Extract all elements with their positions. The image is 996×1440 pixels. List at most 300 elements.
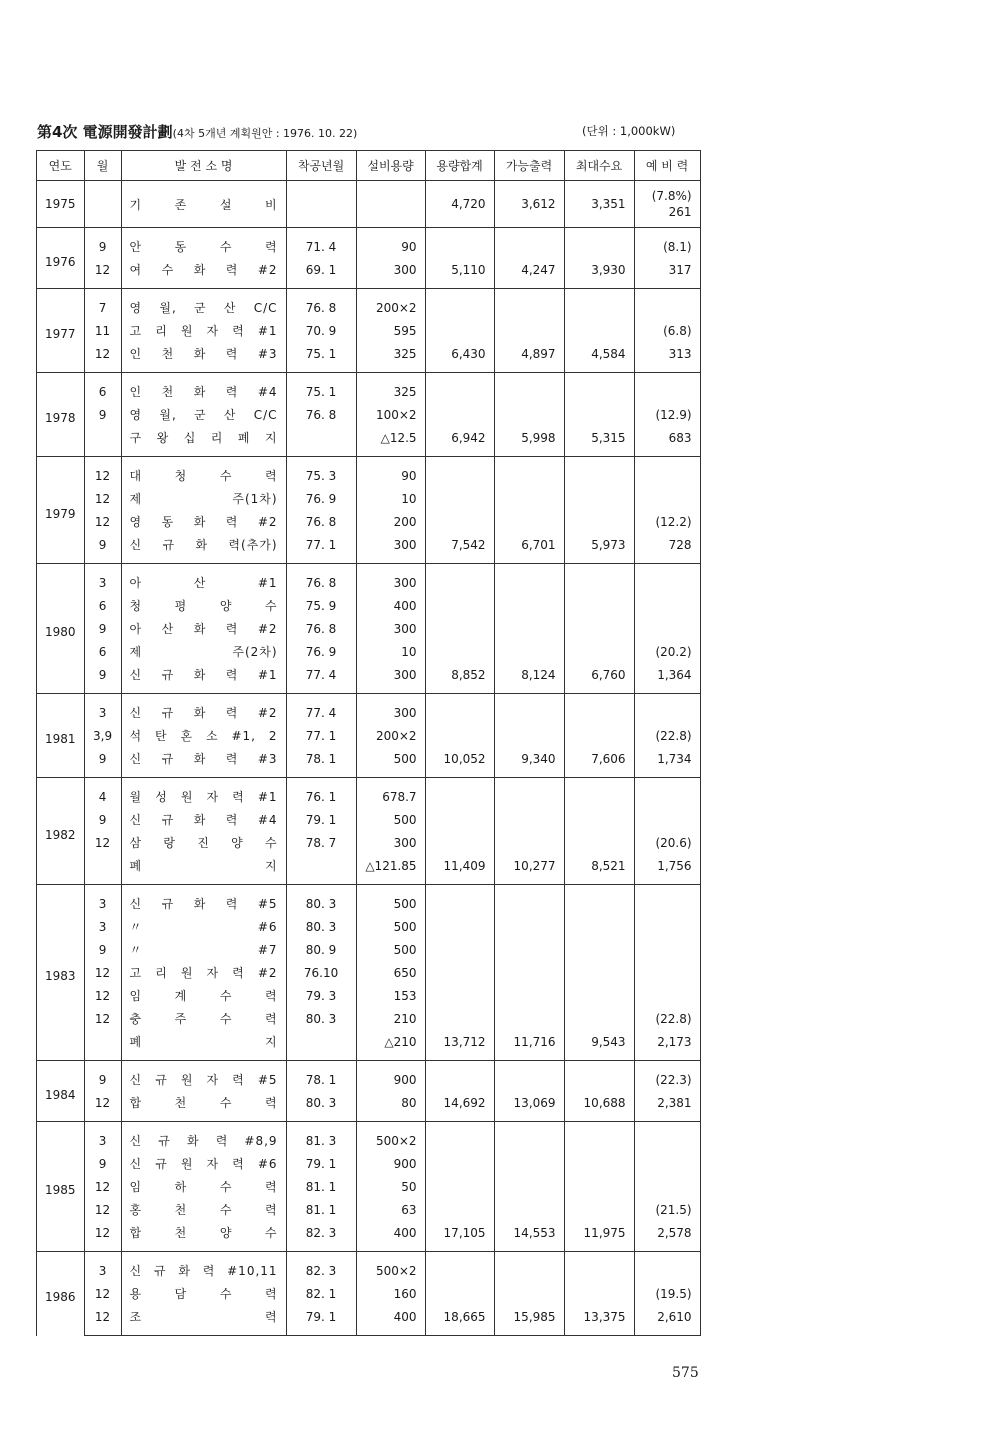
start-date-cell: 76. 8 — [286, 617, 356, 640]
month-cell — [84, 1030, 121, 1061]
available-output-cell — [494, 1175, 564, 1198]
peak-demand-cell — [564, 1175, 634, 1198]
capacity-cell: 300 — [356, 258, 425, 289]
plant-name-cell: 인 천 화 력 #4 — [121, 373, 286, 404]
table-row — [37, 258, 701, 289]
capacity-cell: 300 — [356, 694, 425, 725]
col-plant-name-header: 발 전 소 명 — [121, 151, 286, 181]
reserve-cell: (12.9) — [634, 403, 700, 426]
reserve-cell — [634, 487, 700, 510]
reserve-cell: (22.8) — [634, 724, 700, 747]
capacity-cell: 63 — [356, 1198, 425, 1221]
title-subtitle: (4차 5개년 계획원안 : 1976. 10. 22) — [172, 127, 358, 140]
start-date-cell: 77. 4 — [286, 663, 356, 694]
plant-name-cell: 신 규 원 자 력 #5 — [121, 1061, 286, 1092]
capacity-cell: 325 — [356, 342, 425, 373]
start-date-cell: 76. 9 — [286, 640, 356, 663]
table-row — [37, 724, 701, 747]
reserve-cell: 317 — [634, 258, 700, 289]
start-date-cell: 76. 8 — [286, 564, 356, 595]
reserve-cell: 683 — [634, 426, 700, 457]
available-output-cell — [494, 1061, 564, 1092]
plant-name-cell: 조 력 — [121, 1305, 286, 1336]
capacity-cell: 400 — [356, 594, 425, 617]
table-row — [37, 426, 701, 457]
peak-demand-cell: 6,760 — [564, 663, 634, 694]
peak-demand-cell — [564, 808, 634, 831]
col-year-header: 연도 — [37, 151, 85, 181]
total-capacity-cell — [425, 724, 494, 747]
table-row — [37, 640, 701, 663]
table-row — [37, 1030, 701, 1061]
capacity-cell: 500×2 — [356, 1122, 425, 1153]
plant-name-cell: 합 천 수 력 — [121, 1091, 286, 1122]
available-output-cell — [494, 1252, 564, 1283]
peak-demand-cell — [564, 594, 634, 617]
page-number: 575 — [672, 1365, 699, 1381]
capacity-cell: 200×2 — [356, 289, 425, 320]
capacity-cell: 160 — [356, 1282, 425, 1305]
reserve-cell: 1,734 — [634, 747, 700, 778]
available-output-cell — [494, 289, 564, 320]
reserve-cell — [634, 1252, 700, 1283]
reserve-cell — [634, 617, 700, 640]
reserve-cell: (20.6) — [634, 831, 700, 854]
table-row — [37, 984, 701, 1007]
year-cell: 1984 — [37, 1061, 85, 1122]
reserve-cell — [634, 694, 700, 725]
table-row — [37, 289, 701, 320]
plant-name-cell: 신 규 원 자 력 #6 — [121, 1152, 286, 1175]
table-body — [37, 181, 701, 1336]
year-cell: 1982 — [37, 778, 85, 885]
capacity-cell: 500 — [356, 915, 425, 938]
month-cell: 3 — [84, 915, 121, 938]
plant-name-cell: 용 담 수 력 — [121, 1282, 286, 1305]
peak-demand-cell — [564, 373, 634, 404]
table-row — [37, 342, 701, 373]
reserve-cell — [634, 457, 700, 488]
table-row — [37, 854, 701, 885]
plant-name-cell: 제 주(1차) — [121, 487, 286, 510]
peak-demand-cell: 11,975 — [564, 1221, 634, 1252]
available-output-cell: 15,985 — [494, 1305, 564, 1336]
peak-demand-cell — [564, 831, 634, 854]
month-cell: 7 — [84, 289, 121, 320]
month-cell: 3 — [84, 564, 121, 595]
start-date-cell: 81. 1 — [286, 1198, 356, 1221]
start-date-cell: 82. 3 — [286, 1221, 356, 1252]
reserve-cell — [634, 1152, 700, 1175]
plant-name-cell: 아 산 #1 — [121, 564, 286, 595]
capacity-cell: 50 — [356, 1175, 425, 1198]
reserve-cell: 313 — [634, 342, 700, 373]
peak-demand-cell — [564, 778, 634, 809]
total-capacity-cell: 11,409 — [425, 854, 494, 885]
peak-demand-cell — [564, 938, 634, 961]
total-capacity-cell: 8,852 — [425, 663, 494, 694]
start-date-cell: 71. 4 — [286, 228, 356, 259]
peak-demand-cell — [564, 1007, 634, 1030]
peak-demand-cell — [564, 1061, 634, 1092]
start-date-cell: 77. 4 — [286, 694, 356, 725]
total-capacity-cell — [425, 594, 494, 617]
reserve-cell: 2,578 — [634, 1221, 700, 1252]
total-capacity-cell: 5,110 — [425, 258, 494, 289]
available-output-cell — [494, 373, 564, 404]
month-cell: 3 — [84, 694, 121, 725]
month-cell — [84, 426, 121, 457]
peak-demand-cell — [564, 1122, 634, 1153]
start-date-cell: 80. 3 — [286, 1091, 356, 1122]
peak-demand-cell — [564, 487, 634, 510]
month-cell: 9 — [84, 808, 121, 831]
unit-label: (단위 : 1,000kW) — [582, 124, 676, 138]
reserve-cell — [634, 915, 700, 938]
start-date-cell: 75. 1 — [286, 342, 356, 373]
available-output-cell — [494, 1152, 564, 1175]
reserve-cell: 2,173 — [634, 1030, 700, 1061]
month-cell: 9 — [84, 533, 121, 564]
available-output-cell — [494, 808, 564, 831]
table-row — [37, 694, 701, 725]
total-capacity-cell — [425, 961, 494, 984]
total-capacity-cell: 6,430 — [425, 342, 494, 373]
total-capacity-cell — [425, 1175, 494, 1198]
month-cell: 12 — [84, 258, 121, 289]
plant-name-cell: 〃 #6 — [121, 915, 286, 938]
peak-demand-cell — [564, 885, 634, 916]
capacity-cell: 900 — [356, 1152, 425, 1175]
start-date-cell: 79. 1 — [286, 1305, 356, 1336]
available-output-cell: 5,998 — [494, 426, 564, 457]
plant-name-cell: 고 리 원 자 력 #2 — [121, 961, 286, 984]
reserve-cell: 1,364 — [634, 663, 700, 694]
year-cell: 1986 — [37, 1252, 85, 1336]
peak-demand-cell — [564, 457, 634, 488]
capacity-cell: △210 — [356, 1030, 425, 1061]
month-cell: 12 — [84, 961, 121, 984]
month-cell: 6 — [84, 640, 121, 663]
col-available-output-header: 가능출력 — [494, 151, 564, 181]
capacity-cell: 595 — [356, 319, 425, 342]
capacity-cell: 300 — [356, 564, 425, 595]
peak-demand-cell — [564, 1198, 634, 1221]
month-cell: 9 — [84, 617, 121, 640]
total-capacity-cell — [425, 1007, 494, 1030]
plant-name-cell: 고 리 원 자 력 #1 — [121, 319, 286, 342]
plant-name-cell: 합 천 양 수 — [121, 1221, 286, 1252]
start-date-cell: 76. 1 — [286, 778, 356, 809]
available-output-cell: 9,340 — [494, 747, 564, 778]
available-output-cell — [494, 961, 564, 984]
capacity-cell: 300 — [356, 831, 425, 854]
month-cell: 9 — [84, 1152, 121, 1175]
header-row — [37, 151, 701, 181]
plant-name-cell: 영 동 화 력 #2 — [121, 510, 286, 533]
table-row — [37, 319, 701, 342]
table-row — [37, 938, 701, 961]
peak-demand-cell: 5,315 — [564, 426, 634, 457]
available-output-cell — [494, 510, 564, 533]
year-cell: 1977 — [37, 289, 85, 373]
peak-demand-cell — [564, 915, 634, 938]
month-cell: 12 — [84, 1007, 121, 1030]
plant-name-cell: 임 계 수 력 — [121, 984, 286, 1007]
capacity-cell: 300 — [356, 533, 425, 564]
start-date-cell: 80. 3 — [286, 1007, 356, 1030]
total-capacity-cell: 18,665 — [425, 1305, 494, 1336]
month-cell: 12 — [84, 831, 121, 854]
month-cell: 6 — [84, 594, 121, 617]
total-capacity-cell: 7,542 — [425, 533, 494, 564]
month-cell: 12 — [84, 1305, 121, 1336]
month-cell: 12 — [84, 984, 121, 1007]
peak-demand-cell — [564, 961, 634, 984]
month-cell: 3 — [84, 1122, 121, 1153]
reserve-cell: (19.5) — [634, 1282, 700, 1305]
table-row — [37, 617, 701, 640]
table-row — [37, 1305, 701, 1336]
col-capacity-header: 설비용량 — [356, 151, 425, 181]
start-date-cell: 78. 1 — [286, 747, 356, 778]
available-output-cell — [494, 984, 564, 1007]
start-date-cell: 78. 1 — [286, 1061, 356, 1092]
month-cell: 12 — [84, 1198, 121, 1221]
available-output-cell — [494, 1007, 564, 1030]
available-output-cell: 3,612 — [494, 181, 564, 228]
year-cell: 1979 — [37, 457, 85, 564]
peak-demand-cell: 7,606 — [564, 747, 634, 778]
month-cell: 12 — [84, 1282, 121, 1305]
capacity-cell: 400 — [356, 1305, 425, 1336]
available-output-cell — [494, 640, 564, 663]
capacity-cell: 100×2 — [356, 403, 425, 426]
capacity-cell: 678.7 — [356, 778, 425, 809]
start-date-cell: 79. 1 — [286, 1152, 356, 1175]
table-row — [37, 808, 701, 831]
total-capacity-cell — [425, 403, 494, 426]
plant-name-cell: 구 왕 십 리 폐 지 — [121, 426, 286, 457]
reserve-cell: (21.5) — [634, 1198, 700, 1221]
plant-name-cell: 대 청 수 력 — [121, 457, 286, 488]
available-output-cell: 14,553 — [494, 1221, 564, 1252]
capacity-cell: 90 — [356, 457, 425, 488]
start-date-cell — [286, 426, 356, 457]
available-output-cell: 8,124 — [494, 663, 564, 694]
month-cell: 12 — [84, 1221, 121, 1252]
start-date-cell: 82. 3 — [286, 1252, 356, 1283]
peak-demand-cell — [564, 1152, 634, 1175]
capacity-cell: 500 — [356, 808, 425, 831]
capacity-cell: 90 — [356, 228, 425, 259]
start-date-cell: 76.10 — [286, 961, 356, 984]
plant-name-cell: 신 규 화 력 #4 — [121, 808, 286, 831]
table-row — [37, 228, 701, 259]
available-output-cell — [494, 694, 564, 725]
total-capacity-cell: 4,720 — [425, 181, 494, 228]
plant-name-cell: 석 탄 혼 소 #1, 2 — [121, 724, 286, 747]
peak-demand-cell — [564, 1252, 634, 1283]
start-date-cell: 76. 9 — [286, 487, 356, 510]
table-row — [37, 1252, 701, 1283]
available-output-cell — [494, 831, 564, 854]
total-capacity-cell — [425, 457, 494, 488]
table-row — [37, 1282, 701, 1305]
available-output-cell — [494, 885, 564, 916]
month-cell: 9 — [84, 1061, 121, 1092]
plant-name-cell: 신 규 화 력 #8,9 — [121, 1122, 286, 1153]
total-capacity-cell — [425, 1152, 494, 1175]
month-cell: 12 — [84, 1175, 121, 1198]
peak-demand-cell: 5,973 — [564, 533, 634, 564]
table-row — [37, 1007, 701, 1030]
capacity-cell: 500 — [356, 747, 425, 778]
peak-demand-cell — [564, 403, 634, 426]
table-row — [37, 915, 701, 938]
plant-name-cell: 인 천 화 력 #3 — [121, 342, 286, 373]
month-cell: 3 — [84, 885, 121, 916]
col-peak-demand-header: 최대수요 — [564, 151, 634, 181]
total-capacity-cell — [425, 778, 494, 809]
month-cell — [84, 181, 121, 228]
start-date-cell: 76. 8 — [286, 510, 356, 533]
plant-name-cell: 아 산 화 력 #2 — [121, 617, 286, 640]
table-row — [37, 1198, 701, 1221]
reserve-cell — [634, 1122, 700, 1153]
year-cell: 1985 — [37, 1122, 85, 1252]
start-date-cell: 81. 3 — [286, 1122, 356, 1153]
peak-demand-cell — [564, 564, 634, 595]
plant-name-cell: 신 규 화 력 #1 — [121, 663, 286, 694]
table-row — [37, 961, 701, 984]
peak-demand-cell — [564, 640, 634, 663]
available-output-cell: 10,277 — [494, 854, 564, 885]
month-cell: 12 — [84, 510, 121, 533]
available-output-cell — [494, 915, 564, 938]
table-row — [37, 778, 701, 809]
table-row — [37, 663, 701, 694]
total-capacity-cell — [425, 1198, 494, 1221]
available-output-cell: 4,897 — [494, 342, 564, 373]
start-date-cell: 69. 1 — [286, 258, 356, 289]
plant-name-cell: 삼 랑 진 양 수 — [121, 831, 286, 854]
table-row — [37, 1152, 701, 1175]
table-row — [37, 403, 701, 426]
start-date-cell: 75. 9 — [286, 594, 356, 617]
plant-name-cell: 〃 #7 — [121, 938, 286, 961]
peak-demand-cell: 3,351 — [564, 181, 634, 228]
available-output-cell — [494, 778, 564, 809]
available-output-cell — [494, 319, 564, 342]
table-row — [37, 1175, 701, 1198]
plant-name-cell: 신 규 화 력 #10,11 — [121, 1252, 286, 1283]
total-capacity-cell — [425, 1122, 494, 1153]
total-capacity-cell — [425, 808, 494, 831]
available-output-cell — [494, 724, 564, 747]
plant-name-cell: 신 규 화 력 #3 — [121, 747, 286, 778]
capacity-cell: 153 — [356, 984, 425, 1007]
plant-name-cell: 여 수 화 력 #2 — [121, 258, 286, 289]
available-output-cell: 13,069 — [494, 1091, 564, 1122]
table-row — [37, 457, 701, 488]
reserve-cell — [634, 938, 700, 961]
start-date-cell: 80. 9 — [286, 938, 356, 961]
reserve-cell: 1,756 — [634, 854, 700, 885]
capacity-cell: 10 — [356, 640, 425, 663]
reserve-cell — [634, 808, 700, 831]
available-output-cell — [494, 594, 564, 617]
table-row — [37, 747, 701, 778]
capacity-cell: 300 — [356, 617, 425, 640]
col-month-header: 월 — [84, 151, 121, 181]
month-cell: 9 — [84, 938, 121, 961]
reserve-value: 261 — [668, 205, 692, 219]
available-output-cell — [494, 1122, 564, 1153]
table-row — [37, 831, 701, 854]
reserve-cell: 728 — [634, 533, 700, 564]
reserve-cell — [634, 961, 700, 984]
capacity-cell: 400 — [356, 1221, 425, 1252]
year-cell: 1975 — [37, 181, 85, 228]
plant-name-cell: 안 동 수 력 — [121, 228, 286, 259]
start-date-cell: 75. 1 — [286, 373, 356, 404]
table-row — [37, 564, 701, 595]
table-row — [37, 510, 701, 533]
table-row — [37, 594, 701, 617]
month-cell: 12 — [84, 342, 121, 373]
start-date-cell: 82. 1 — [286, 1282, 356, 1305]
reserve-cell — [634, 1175, 700, 1198]
total-capacity-cell — [425, 1252, 494, 1283]
capacity-cell: 210 — [356, 1007, 425, 1030]
capacity-cell: 500 — [356, 938, 425, 961]
month-cell: 9 — [84, 403, 121, 426]
start-date-cell: 70. 9 — [286, 319, 356, 342]
plant-name-cell: 신 규 화 력(추가) — [121, 533, 286, 564]
plant-name-cell: 임 하 수 력 — [121, 1175, 286, 1198]
start-date-cell — [286, 181, 356, 228]
capacity-cell: △121.85 — [356, 854, 425, 885]
table-row — [37, 1091, 701, 1122]
capacity-cell: 200×2 — [356, 724, 425, 747]
start-date-cell — [286, 854, 356, 885]
total-capacity-cell — [425, 289, 494, 320]
plant-name-cell: 홍 천 수 력 — [121, 1198, 286, 1221]
table-row — [37, 373, 701, 404]
plant-name-cell: 폐 지 — [121, 1030, 286, 1061]
reserve-cell — [634, 181, 700, 228]
total-capacity-cell — [425, 1061, 494, 1092]
month-cell: 4 — [84, 778, 121, 809]
total-capacity-cell — [425, 564, 494, 595]
total-capacity-cell — [425, 885, 494, 916]
capacity-cell: 500 — [356, 885, 425, 916]
available-output-cell — [494, 617, 564, 640]
start-date-cell: 80. 3 — [286, 915, 356, 938]
total-capacity-cell: 17,105 — [425, 1221, 494, 1252]
start-date-cell: 81. 1 — [286, 1175, 356, 1198]
reserve-cell — [634, 594, 700, 617]
power-plan-table — [36, 150, 701, 1336]
total-capacity-cell — [425, 938, 494, 961]
plant-name-cell: 월 성 원 자 력 #1 — [121, 778, 286, 809]
plant-name-cell: 신 규 화 력 #2 — [121, 694, 286, 725]
peak-demand-cell — [564, 694, 634, 725]
peak-demand-cell: 13,375 — [564, 1305, 634, 1336]
year-cell: 1978 — [37, 373, 85, 457]
available-output-cell — [494, 938, 564, 961]
